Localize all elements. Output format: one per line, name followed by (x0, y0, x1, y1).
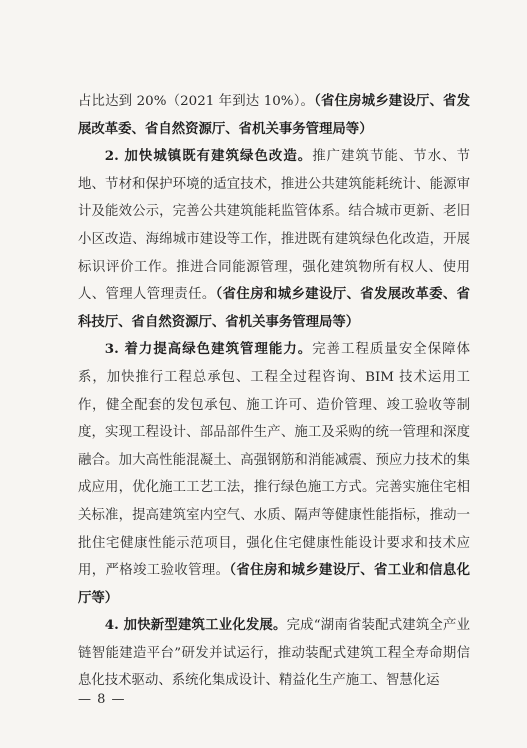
paragraph-continuation (78, 88, 470, 143)
paragraph-item-2 (78, 143, 470, 336)
item-heading: 2. 加快城镇既有建筑绿色改造。 (104, 148, 313, 165)
item-heading: 3. 着力提高绿色建筑管理能力。 (104, 341, 313, 358)
responsible-departments: （省住房和城乡建设厅、省工业和信息化厅等） (78, 562, 470, 606)
page-number: — 8 — (78, 692, 126, 707)
document-body (78, 88, 470, 695)
item-heading: 4. 加快新型建筑工业化发展。 (104, 617, 287, 634)
item-body: 完成“湖南省装配式建筑全产业链智能建造平台”研发并试运行，推动装配式建筑工程全寿命期信息化技术驱动、系统化集成设计、精益化生产施工、智慧化运 (78, 618, 470, 689)
paragraph-item-3 (78, 336, 470, 612)
item-body: 推广建筑节能、节水、节地、节材和保护环境的适宜技术，推进公共建筑能耗统计、能源审计及能效公示，完善公共建筑能耗监管体系。结合城市更新、老旧小区改造、海绵城市建设等工作，推进既有建筑绿色化改造，开展标识评价工作。推进合同能源管理，强化建筑物所有权人、使用人、管理人管理责任。 (78, 149, 471, 303)
paragraph-item-4 (78, 612, 470, 695)
responsible-departments: （省住房城乡建设厅、省发展改革委、省自然资源厅、省机关事务管理局等） (78, 93, 470, 137)
responsible-departments: （省住房和城乡建设厅、省发展改革委、省科技厅、省自然资源厅、省机关事务管理局等） (78, 286, 470, 330)
item-body: 完善工程质量安全保障体系，加快推行工程总承包、工程全过程咨询、BIM 技术运用工作，健全配套的发包承包、施工许可、造价管理、竣工验收等制度，实现工程设计、部品部件生产、施工及采购的统一管理和深度融合。加大高性能混凝土、高强钢筋和消能减震、预应力技术的集成应用，优化施工工艺工法，推行绿色施工方式。完善实施住宅相关标准，提高建筑室内空气、水质、隔声等健康性能指标，推动一批住宅健康性能示范项目，强化住宅健康性能设计要求和技术应用，严格竣工验收管理。 (78, 342, 471, 579)
paragraph-text: 占比达到 20%（2021 年到达 10%）。 (78, 94, 315, 109)
